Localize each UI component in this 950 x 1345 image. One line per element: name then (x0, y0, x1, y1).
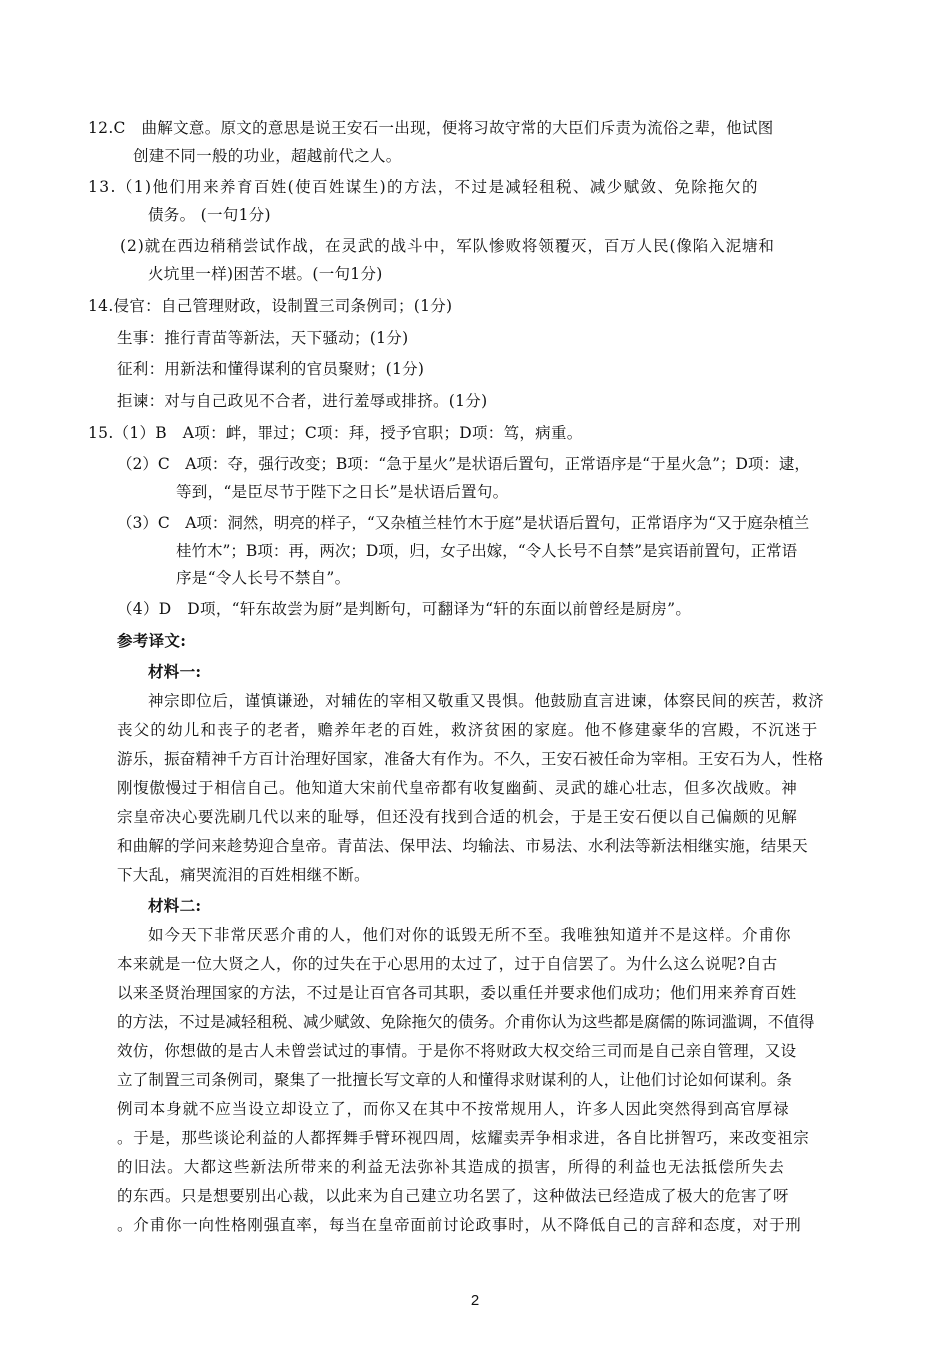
material-2-line: 例司本身就不应当设立却设立了，而你又在其中不按常规用人，许多人因此突然得到高官厚禄 (117, 1100, 790, 1118)
material-1-line: 下大乱，痛哭流泪的百姓相继不断。 (117, 866, 370, 884)
answer-12-line-1: 12.C 曲解文意。原文的意思是说王安石一出现，便将习故守常的大臣们斥责为流俗之辈，他试图 (88, 119, 774, 137)
answer-15-2-line-1: （2）C A项：夺，强行改变；B项：“急于星火”是状语后置句，正常语序是“于星火急”；D项：逮， (117, 455, 810, 473)
material-1-line: 游乐，振奋精神千方百计治理好国家，准备大有作为。不久，王安石被任命为宰相。王安石为人，性格 (117, 750, 824, 768)
answer-15-2-line-2: 等到，“是臣尽节于陛下之日长”是状语后置句。 (176, 483, 509, 501)
answer-14-line-2: 生事：推行青苗等新法，天下骚动；(1分) (117, 329, 409, 347)
answer-13-1-line-1: 13.（1)他们用来养育百姓(使百姓谋生)的方法，不过是减轻租税、减少赋敛、免除拖欠的 (88, 178, 759, 196)
answer-15-3-line-3: 序是“令人长号不禁自”。 (176, 569, 351, 587)
answer-15-1: 15.（1）B A项：衅，罪过；C项：拜，授予官职；D项：笃，病重。 (88, 424, 583, 442)
answer-13-1-line-2: 债务。 (一句1分) (148, 206, 271, 224)
answer-15-3-line-1: （3）C A项：洞然，明亮的样子，“又杂植兰桂竹木于庭”是状语后置句，正常语序为“又于庭杂植兰 (117, 514, 810, 532)
answer-12-line-2: 创建不同一般的功业，超越前代之人。 (133, 147, 402, 165)
material-2-line: 立了制置三司条例司，聚集了一批擅长写文章的人和懂得求财谋利的人，让他们讨论如何谋利。条 (117, 1071, 793, 1089)
answer-13-2-line-2: 火坑里一样)困苦不堪。(一句1分) (148, 265, 383, 283)
material-2-line: 。介甫你一向性格刚强直率，每当在皇帝面前讨论政事时，从不降低自己的言辞和态度，对于刑 (117, 1216, 802, 1234)
material-2-line: 。于是，那些谈论利益的人都挥舞手臂环视四周，炫耀卖弄争相求进，各自比拼智巧，来改变祖宗 (117, 1129, 810, 1147)
material-1-line: 丧父的幼儿和丧子的老者，赡养年老的百姓，救济贫困的家庭。他不修建豪华的宫殿，不沉迷于 (117, 721, 819, 739)
material-2-line: 以来圣贤治理国家的方法，不过是让百官各司其职，委以重任并要求他们成功；他们用来养育百姓 (117, 984, 797, 1002)
material-1-line: 神宗即位后，谨慎谦逊，对辅佐的宰相又敬重又畏惧。他鼓励直言进谏，体察民间的疾苦，救济 (148, 692, 825, 710)
material-2-line: 效仿，你想做的是古人未曾尝试过的事情。于是你不将财政大权交给三司而是自己亲自管理，又设 (117, 1042, 797, 1060)
material-1-line: 刚愎傲慢过于相信自己。他知道大宋前代皇帝都有收复幽蓟、灵武的雄心壮志，但多次战败。神 (117, 779, 798, 797)
answer-14-line-1: 14.侵官：自己管理财政，设制置三司条例司；(1分) (88, 297, 453, 315)
answer-14-line-4: 拒谏：对与自己政见不合者，进行羞辱或排挤。(1分) (117, 392, 488, 410)
material-2-line: 的方法，不过是减轻租税、减少赋敛、免除拖欠的债务。介甫你认为这些都是腐儒的陈词滥调，不值得 (117, 1013, 815, 1031)
answer-15-4: （4）D D项，“轩东故尝为厨”是判断句，可翻译为“轩的东面以前曾经是厨房”。 (117, 600, 692, 618)
material-1-line: 和曲解的学问来趁势迎合皇帝。青苗法、保甲法、均输法、市易法、水利法等新法相继实施，结果天 (117, 837, 808, 855)
material-2-line: 的东西。只是想要别出心裁，以此来为自己建立功名罢了，这种做法已经造成了极大的危害了呀 (117, 1187, 790, 1205)
page-number: 2 (470, 1292, 480, 1309)
material-2-line: 本来就是一位大贤之人，你的过失在于心思用的太过了，过于自信罢了。为什么这么说呢?自古 (117, 955, 778, 973)
material-1-line: 宗皇帝决心要洗刷几代以来的耻辱，但还没有找到合适的机会，于是王安石便以自己偏颇的见解 (117, 808, 798, 826)
answer-14-line-3: 征利：用新法和懂得谋利的官员聚财；(1分) (117, 360, 425, 378)
answer-15-3-line-2: 桂竹木”；B项：再，两次；D项，归，女子出嫁，“令人长号不自禁”是宾语前置句，正常语 (176, 542, 798, 560)
material-2-heading: 材料二: (148, 896, 202, 915)
material-2-line: 的旧法。大都这些新法所带来的利益无法弥补其造成的损害，所得的利益也无法抵偿所失去 (117, 1158, 786, 1176)
material-1-heading: 材料一: (148, 662, 202, 681)
material-2-line: 如今天下非常厌恶介甫的人，他们对你的诋毁无所不至。我唯独知道并不是这样。介甫你 (148, 926, 792, 944)
answer-13-2-line-1: (2)就在西边稍稍尝试作战，在灵武的战斗中，军队惨败将领覆灭，百万人民(像陷入泥塘和 (120, 237, 775, 255)
translation-heading: 参考译文: (117, 631, 187, 650)
